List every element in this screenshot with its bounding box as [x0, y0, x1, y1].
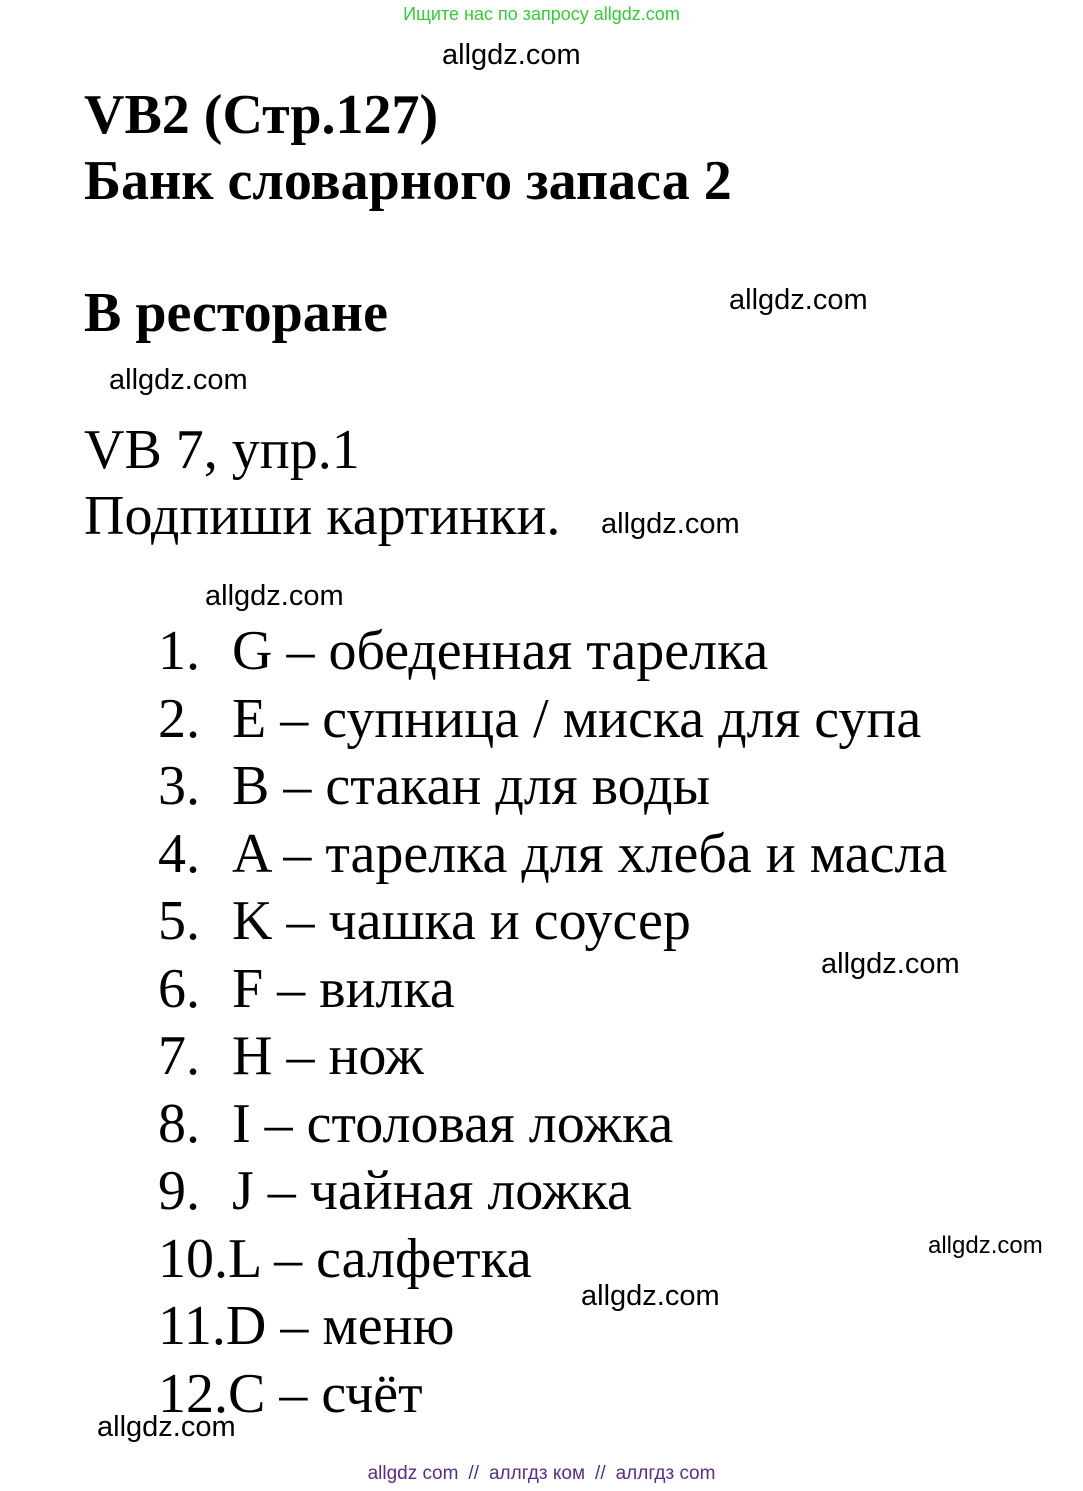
watermark: allgdz.com: [601, 508, 740, 540]
exercise-instruction: Подпиши картинки.: [84, 485, 561, 547]
list-item: [158, 753, 947, 821]
item-number: 5.: [158, 890, 200, 952]
item-number: 12.: [158, 1362, 228, 1425]
page-title: VB2 (Стр.127): [84, 84, 439, 146]
watermark: allgdz.com: [205, 580, 344, 612]
watermark: allgdz.com: [109, 364, 248, 396]
item-text: K – чашка и соусер: [232, 890, 691, 952]
list-item: [158, 1158, 947, 1226]
list-item: [158, 1023, 947, 1091]
footer-separator: //: [468, 1463, 479, 1484]
section-title: В ресторане: [84, 282, 388, 344]
list-item: [158, 821, 947, 889]
watermark: allgdz.com: [928, 1232, 1043, 1259]
item-number: 10.: [158, 1227, 228, 1290]
answer-list: [158, 618, 947, 1428]
list-item: [158, 1361, 947, 1429]
footer-separator: //: [595, 1463, 606, 1484]
footer-link[interactable]: аллгдз com: [615, 1463, 716, 1484]
item-text: F – вилка: [232, 957, 455, 1020]
list-item: [158, 1091, 947, 1159]
watermark: allgdz.com: [442, 39, 581, 71]
item-text: L – салфетка: [228, 1227, 532, 1290]
item-number: 6.: [158, 957, 200, 1020]
page-subtitle: Банк словарного запаса 2: [84, 150, 732, 212]
top-banner-link[interactable]: Ищите нас по запросу allgdz.com: [403, 4, 680, 24]
item-number: 2.: [158, 687, 200, 750]
list-item: [158, 888, 947, 956]
item-number: 9.: [158, 1160, 200, 1222]
item-number: 3.: [158, 755, 200, 817]
item-number: 1.: [158, 620, 200, 682]
list-item: [158, 686, 947, 754]
item-text: I – столовая ложка: [232, 1092, 674, 1155]
footer-link[interactable]: allgdz com: [367, 1463, 459, 1484]
item-number: 7.: [158, 1025, 200, 1087]
exercise-ref: VB 7, упр.1: [84, 419, 360, 481]
item-text: D – меню: [225, 1295, 455, 1357]
item-text: B – стакан для воды: [232, 755, 711, 817]
item-text: J – чайная ложка: [232, 1160, 632, 1222]
list-item: [158, 1226, 947, 1294]
item-text: C – счёт: [228, 1362, 423, 1425]
item-number: 11.: [158, 1295, 226, 1357]
list-item: [158, 618, 947, 686]
watermark: allgdz.com: [729, 284, 868, 316]
item-text: H – нож: [232, 1025, 424, 1087]
footer-link[interactable]: аллгдз ком: [488, 1463, 586, 1484]
item-number: 4.: [158, 822, 200, 885]
item-text: G – обеденная тарелка: [232, 620, 769, 682]
watermark: allgdz.com: [581, 1280, 720, 1312]
list-item: [158, 1293, 947, 1361]
item-text: E – супница / миска для супа: [232, 687, 922, 750]
footer-links: [0, 1463, 1083, 1485]
item-number: 8.: [158, 1092, 200, 1155]
watermark: allgdz.com: [97, 1411, 236, 1443]
watermark: allgdz.com: [821, 948, 960, 980]
item-text: A – тарелка для хлеба и масла: [232, 822, 948, 885]
